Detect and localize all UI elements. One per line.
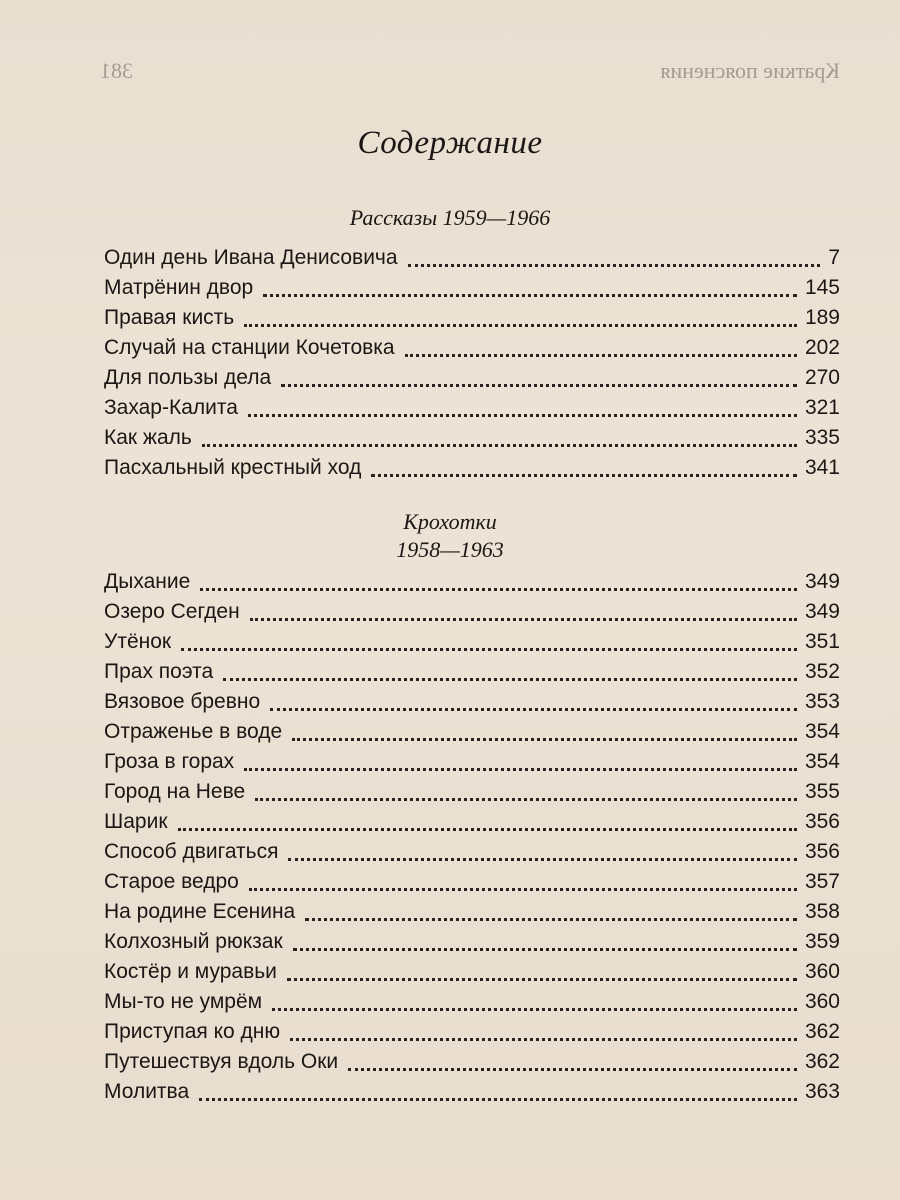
dot-leader [202,438,797,447]
toc-entry-page: 358 [804,900,840,923]
toc-entry-title: Способ двигаться [104,840,279,863]
dot-leader [244,762,797,771]
toc-entry-page: 335 [804,426,840,449]
toc-entry-page: 356 [804,810,840,833]
toc-entry-title: Пасхальный крестный ход [104,456,362,479]
toc-entry-page: 341 [804,456,840,479]
toc-entry-title: Мы-то не умрём [104,990,263,1013]
toc-entry-page: 354 [804,750,840,773]
dot-leader [287,972,797,981]
dot-leader [248,408,797,417]
dot-leader [293,942,797,951]
toc-entry-title: Как жаль [104,426,192,449]
toc-entry-page: 349 [804,600,840,623]
toc-entry-page: 362 [804,1050,840,1073]
toc-entry[interactable] [104,303,840,333]
toc-entry-title: Город на Неве [104,780,246,803]
dot-leader [223,672,797,681]
toc-entry-title: Случай на станции Кочетовка [104,336,395,359]
toc-entry-page: 360 [804,960,840,983]
toc-entry[interactable] [104,627,840,657]
dot-leader [348,1062,797,1071]
dot-leader [244,318,797,327]
toc-entry[interactable] [104,807,840,837]
toc-entry-title: Озеро Сегден [104,600,240,623]
bleed-through-running-head [100,58,840,84]
toc-entry[interactable] [104,453,840,483]
toc-entry-page: 354 [804,720,840,743]
bleed-running-head-right: 381 [100,58,133,83]
toc-entry[interactable] [104,777,840,807]
toc-entry-page: 351 [804,630,840,653]
toc-entry-title: Правая кисть [104,306,235,329]
toc-entry-title: Колхозный рюкзак [104,930,283,953]
dot-leader [281,378,797,387]
toc-entry[interactable] [104,363,840,393]
toc-entry-page: 145 [804,276,840,299]
toc-entry-page: 360 [804,990,840,1013]
toc-entry-page: 7 [828,246,840,269]
dot-leader [200,582,797,591]
toc-entry-title: На родине Есенина [104,900,296,923]
dot-leader [249,882,797,891]
dot-leader [292,732,797,741]
toc-entry-title: Захар-Калита [104,396,238,419]
dot-leader [288,852,796,861]
toc-entry[interactable] [104,273,840,303]
dot-leader [181,642,797,651]
toc-entry-title: Молитва [104,1080,190,1103]
section-heading-krokhotki: Крохотки [403,509,497,534]
toc-entry[interactable] [104,717,840,747]
toc-entry[interactable] [104,1077,840,1107]
toc-entry[interactable] [104,927,840,957]
section-heading-stories: Рассказы 1959—1966 [349,205,551,230]
toc-entry[interactable] [104,987,840,1017]
toc-entry-page: 270 [804,366,840,389]
dot-leader [305,912,797,921]
toc-entry-title: Приступая ко дню [104,1020,281,1043]
toc-entry-page: 363 [804,1080,840,1103]
toc-entry[interactable] [104,687,840,717]
section-subheading-years: 1958—1963 [396,537,504,562]
dot-leader [199,1092,797,1101]
dot-leader [255,792,797,801]
dot-leader [250,612,797,621]
toc-entry-page: 357 [804,870,840,893]
toc-entry-title: Костёр и муравьи [104,960,277,983]
toc-entry[interactable] [104,1047,840,1077]
toc-entry-title: Шарик [104,810,168,833]
toc-entry[interactable] [104,837,840,867]
toc-entry[interactable] [104,657,840,687]
toc-entry[interactable] [104,333,840,363]
toc-entry-page: 355 [804,780,840,803]
page-title: Содержание [357,125,543,161]
toc-entry[interactable] [104,423,840,453]
bleed-running-head-left: Краткие пояснения [660,58,840,83]
toc-entry[interactable] [104,747,840,777]
toc-entry[interactable] [104,867,840,897]
toc-entry-page: 356 [804,840,840,863]
toc-entry-page: 352 [804,660,840,683]
dot-leader [408,258,821,267]
toc-entry-title: Для пользы дела [104,366,272,389]
toc-entry[interactable] [104,1017,840,1047]
toc-entry-page: 359 [804,930,840,953]
toc-entry-title: Дыхание [104,570,191,593]
dot-leader [405,348,797,357]
dot-leader [272,1002,797,1011]
dot-leader [263,288,797,297]
toc-entry-title: Утёнок [104,630,172,653]
toc-entry[interactable] [104,897,840,927]
toc-entry-title: Старое ведро [104,870,239,893]
toc-entry-page: 349 [804,570,840,593]
dot-leader [178,822,797,831]
toc-entry[interactable] [104,597,840,627]
toc-entry-page: 189 [804,306,840,329]
toc-entry-title: Путешествуя вдоль Оки [104,1050,339,1073]
toc-list-krokhotki [104,567,840,1107]
toc-entry-page: 202 [804,336,840,359]
toc-entry-title: Матрёнин двор [104,276,254,299]
toc-entry-title: Гроза в горах [104,750,235,773]
toc-entry-page: 353 [804,690,840,713]
toc-entry[interactable] [104,957,840,987]
toc-entry[interactable] [104,393,840,423]
dot-leader [270,702,797,711]
toc-entry-title: Прах поэта [104,660,214,683]
toc-entry-title: Один день Ивана Денисовича [104,246,398,269]
dot-leader [290,1032,797,1041]
toc-entry-page: 321 [804,396,840,419]
toc-entry[interactable] [104,567,840,597]
toc-entry-page: 362 [804,1020,840,1043]
dot-leader [371,468,797,477]
toc-entry[interactable] [104,243,840,273]
toc-list-stories [104,243,840,483]
toc-entry-title: Вязовое бревно [104,690,261,713]
toc-entry-title: Отраженье в воде [104,720,283,743]
